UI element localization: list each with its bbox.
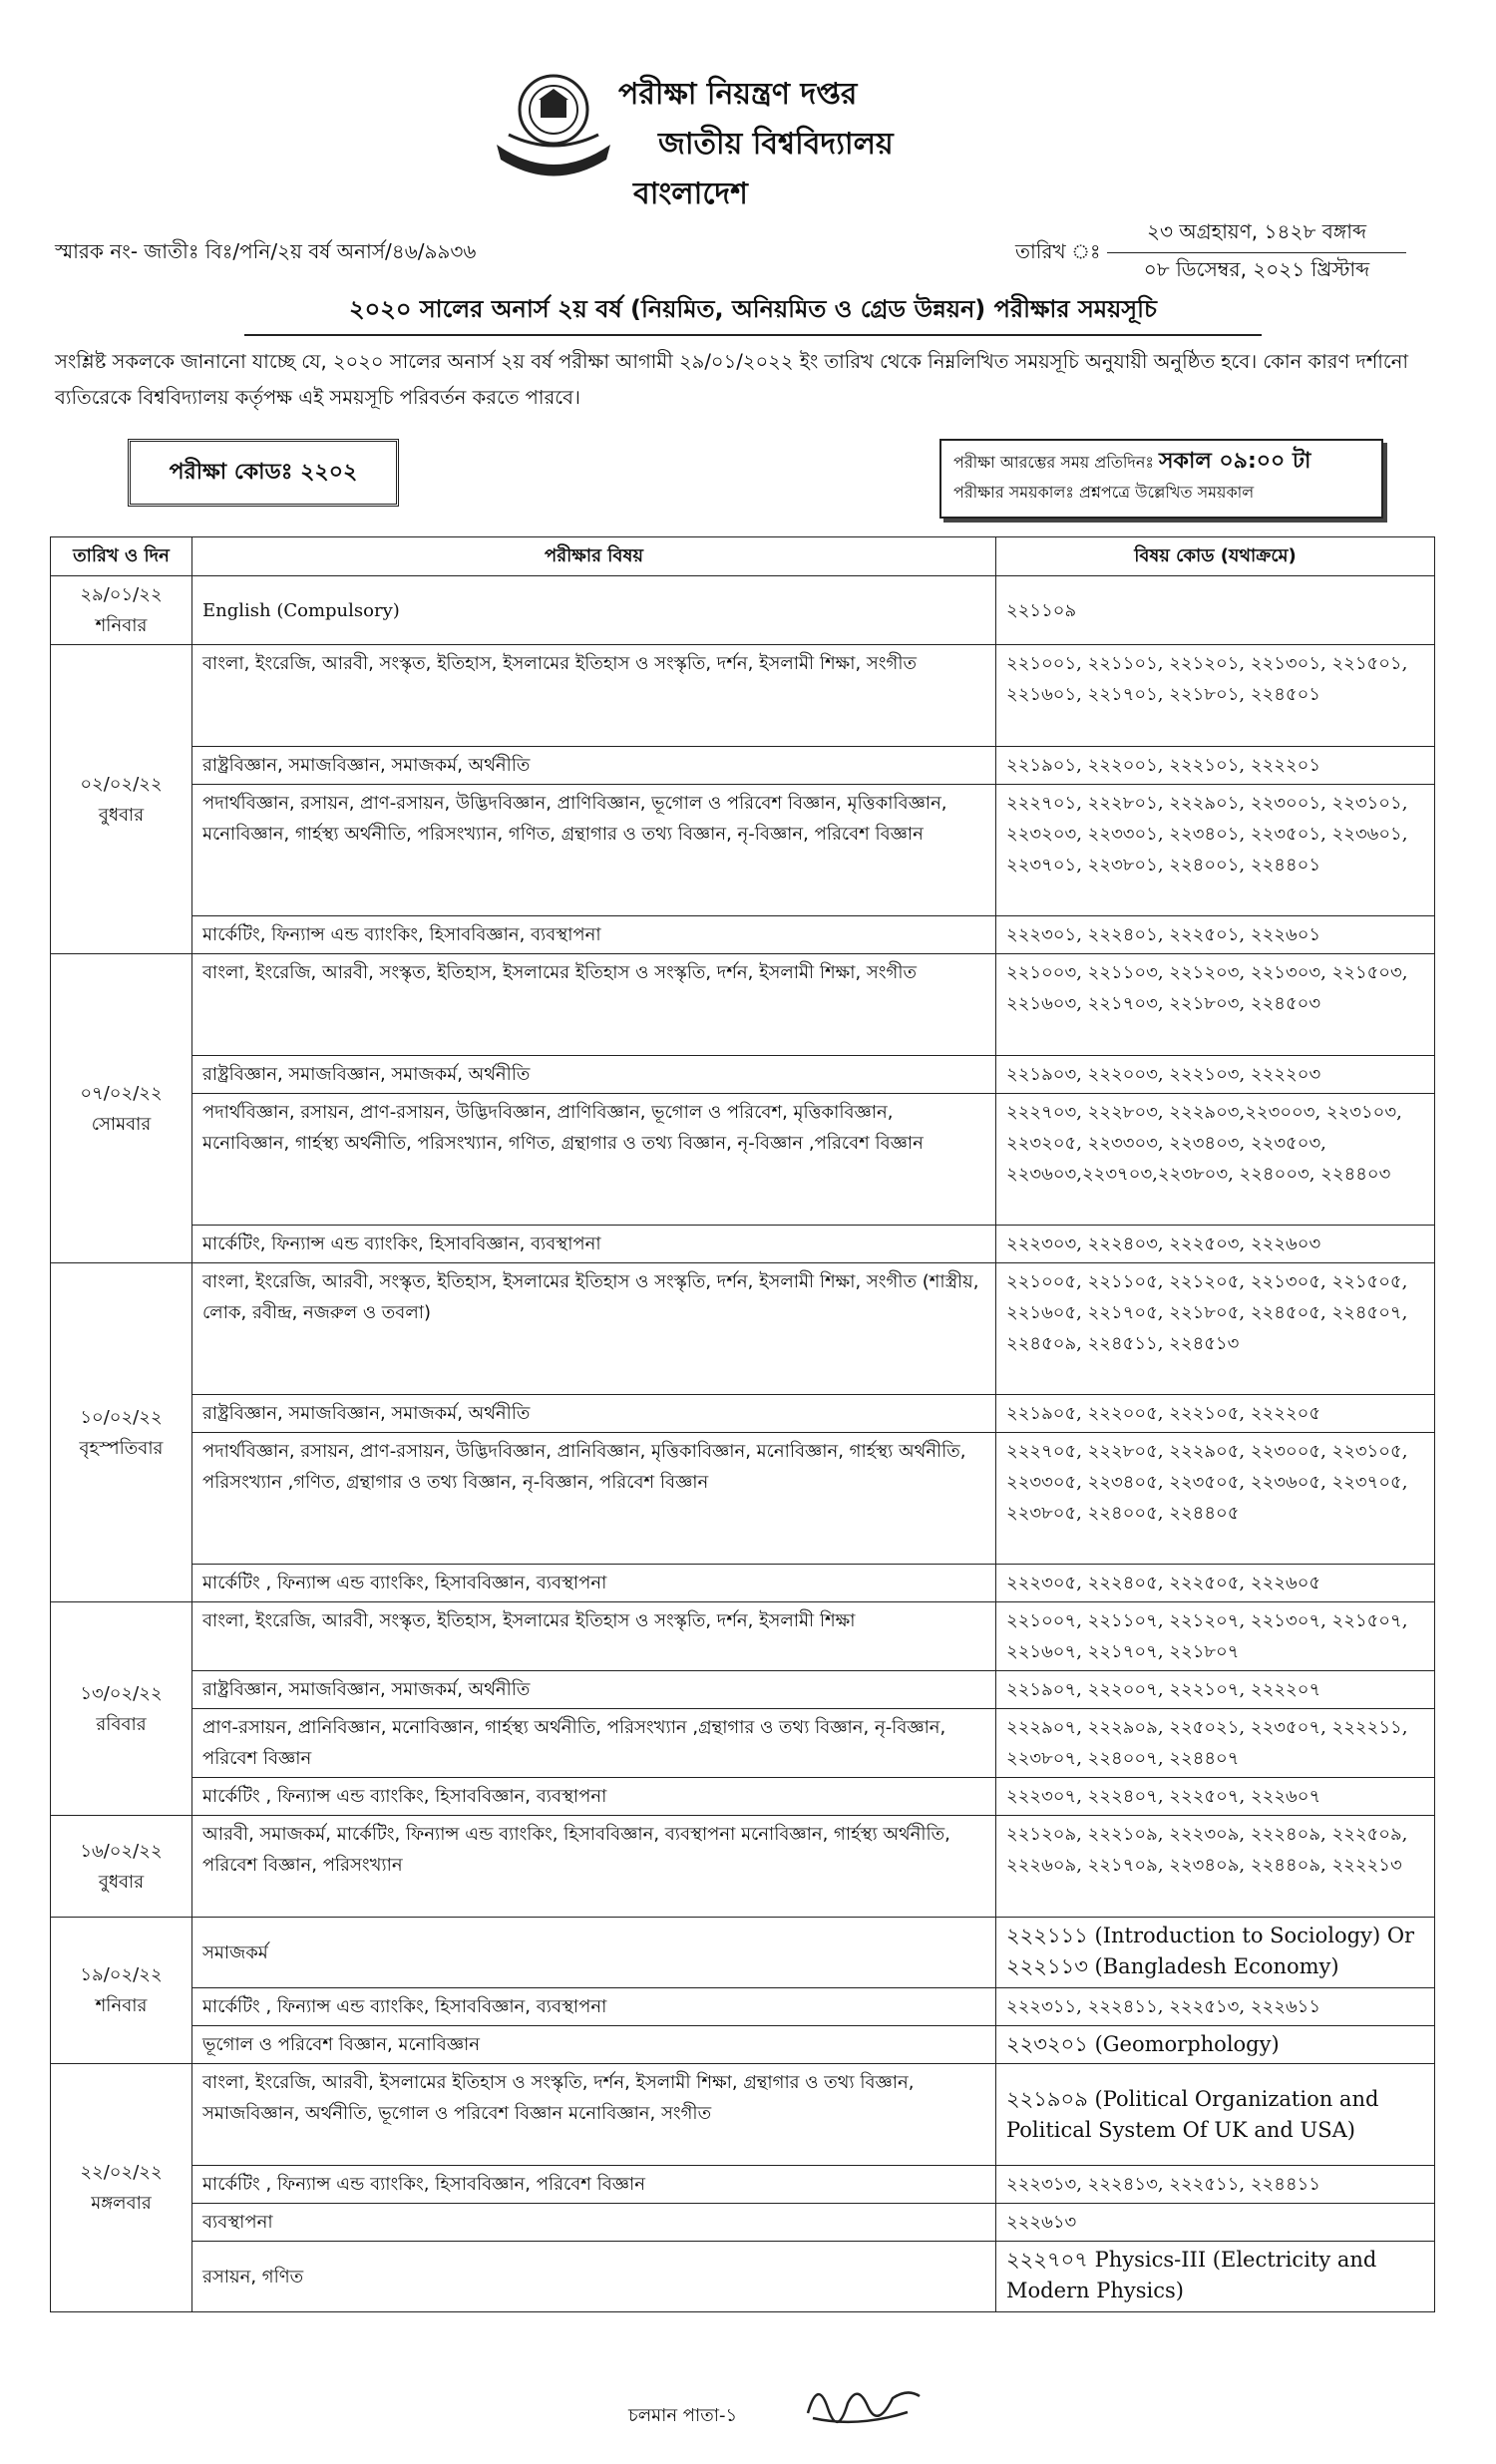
org-line-3: বাংলাদেশ [633,176,748,211]
table-row [51,785,1435,916]
table-row [51,1433,1435,1565]
code-cell: ২২২৩০৫, ২২২৪০৫, ২২২৫০৫, ২২২৬০৫ [996,1565,1435,1602]
code-cell: ২২২৬১৩ [996,2204,1435,2242]
code-cell: ২২২৭০৭ Physics-III (Electricity and Modern Physics) [996,2242,1435,2312]
start-time-label: পরীক্ষা আরম্ভের সময় প্রতিদিনঃ [953,453,1154,472]
table-row [51,576,1435,645]
table-row [51,1816,1435,1918]
code-cell: ২২২৯০৭, ২২২৯০৯, ২২৫০২১, ২২৩৫০৭, ২২২২১১, ২২৩৮০৭, ২২৪০০৭, ২২৪৪০৭ [996,1709,1435,1778]
table-row [51,1918,1435,1988]
col-header-date: তারিখ ও দিন [51,537,192,576]
table-row [51,645,1435,747]
university-logo-icon [489,65,618,184]
code-cell: ২২১১০৯ [996,576,1435,645]
date-cell [51,645,192,954]
table-row [51,1395,1435,1433]
code-cell: ২২২৭০৫, ২২২৮০৫, ২২২৯০৫, ২২৩০০৫, ২২৩১০৫, ২২৩৩০৫, ২২৩৪০৫, ২২৩৫০৫, ২২৩৬০৫, ২২৩৭০৫, ২২৩৮০৫, ২২৪০০৫, ২২৪৪০৫ [996,1433,1435,1565]
table-row [51,1263,1435,1395]
exam-day: বুধবার [98,1871,145,1893]
subject-cell: মার্কেটিং, ফিন্যান্স এন্ড ব্যাংকিং, হিসাববিজ্ঞান, ব্যবস্থাপনা [192,916,996,954]
subject-cell: পদার্থবিজ্ঞান, রসায়ন, প্রাণ-রসায়ন, উদ্ভিদবিজ্ঞান, প্রাণিবিজ্ঞান, ভূগোল ও পরিবেশ, মৃত্তিকাবিজ্ঞান, মনোবিজ্ঞান, গার্হস্থ্য অর্থনীতি, পরিসংখ্যান, গণিত, গ্রন্থাগার ও তথ্য বিজ্ঞান, নৃ-বিজ্ঞান ,পরিবেশ বিজ্ঞান [192,1094,996,1226]
date-cell [51,1816,192,1918]
subject-cell: মার্কেটিং , ফিন্যান্স এন্ড ব্যাংকিং, হিসাববিজ্ঞান, ব্যবস্থাপনা [192,1988,996,2026]
table-row [51,954,1435,1056]
table-row [51,2242,1435,2312]
table-row [51,1709,1435,1778]
subject-cell: পদার্থবিজ্ঞান, রসায়ন, প্রাণ-রসায়ন, উদ্ভিদবিজ্ঞান, প্রাণিবিজ্ঞান, ভূগোল ও পরিবেশ বিজ্ঞান, মৃত্তিকাবিজ্ঞান, মনোবিজ্ঞান, গার্হস্থ্য অর্থনীতি, পরিসংখ্যান, গণিত, গ্রন্থাগার ও তথ্য বিজ্ঞান, নৃ-বিজ্ঞান, পরিবেশ বিজ্ঞান [192,785,996,916]
exam-day: শনিবার [95,1995,148,2016]
schedule-table [50,536,1435,2312]
date-english: ০৮ ডিসেম্বর, ২০২১ খ্রিস্টাব্দ [1143,257,1370,281]
date-cell [51,1918,192,2064]
subject-cell: বাংলা, ইংরেজি, আরবী, সংস্কৃত, ইতিহাস, ইসলামের ইতিহাস ও সংস্কৃতি, দর্শন, ইসলামী শিক্ষা, সংগীত [192,645,996,747]
table-row [51,1602,1435,1671]
subject-cell: রাষ্ট্রবিজ্ঞান, সমাজবিজ্ঞান, সমাজকর্ম, অর্থনীতি [192,1395,996,1433]
subject-cell: বাংলা, ইংরেজি, আরবী, সংস্কৃত, ইতিহাস, ইসলামের ইতিহাস ও সংস্কৃতি, দর্শন, ইসলামী শিক্ষা, সংগীত [192,954,996,1056]
subject-cell: রসায়ন, গণিত [192,2242,996,2312]
subject-cell: English (Compulsory) [192,576,996,645]
exam-day: সোমবার [91,1113,152,1135]
code-cell: ২২২৭০৩, ২২২৮০৩, ২২২৯০৩,২২৩০০৩, ২২৩১০৩, ২২৩২০৫, ২২৩৩০৩, ২২৩৪০৩, ২২৩৫০৩, ২২৩৬০৩,২২৩৭০৩,২২৩৮০৩, ২২৪০০৩, ২২৪৪০৩ [996,1094,1435,1226]
table-row [51,1226,1435,1263]
subject-cell: বাংলা, ইংরেজি, আরবী, ইসলামের ইতিহাস ও সংস্কৃতি, দর্শন, ইসলামী শিক্ষা, গ্রন্থাগার ও তথ্য বিজ্ঞান, সমাজবিজ্ঞান, অর্থনীতি, ভূগোল ও পরিবেশ বিজ্ঞান মনোবিজ্ঞান, সংগীত [192,2064,996,2166]
exam-date: ০২/০২/২২ [80,773,163,795]
date-cell [51,1263,192,1602]
date-cell [51,2064,192,2312]
code-cell: ২২১২০৯, ২২২১০৯, ২২২৩০৯, ২২২৪০৯, ২২২৫০৯, ২২২৬০৯, ২২১৭০৯, ২২৩৪০৯, ২২৪৪০৯, ২২২২১৩ [996,1816,1435,1918]
table-row [51,1988,1435,2026]
code-cell: ২২২৩১১, ২২২৪১১, ২২২৫১৩, ২২২৬১১ [996,1988,1435,2026]
subject-cell: বাংলা, ইংরেজি, আরবী, সংস্কৃত, ইতিহাস, ইসলামের ইতিহাস ও সংস্কৃতি, দর্শন, ইসলামী শিক্ষা, সংগীত (শাস্ত্রীয়, লোক, রবীন্দ্র, নজরুল ও তবলা) [192,1263,996,1395]
notice-paragraph: সংশ্লিষ্ট সকলকে জানানো যাচ্ছে যে, ২০২০ সালের অনার্স ২য় বর্ষ পরীক্ষা আগামী ২৯/০১/২০২২ ইং তারিখ থেকে নিম্নলিখিত সময়সূচি অনুযায়ী অনুষ্ঠিত হবে। কোন কারণ দর্শানো ব্যতিরেকে বিশ্ববিদ্যালয় কর্তৃপক্ষ এই সময়সূচি পরিবর্তন করতে পারবে। [55,350,1409,409]
code-cell: ২২১৯০১, ২২২০০১, ২২২১০১, ২২২২০১ [996,747,1435,785]
subject-cell: মার্কেটিং , ফিন্যান্স এন্ড ব্যাংকিং, হিসাববিজ্ঞান, পরিবেশ বিজ্ঞান [192,2166,996,2204]
start-time: সকাল ০৯:০০ টা [1159,449,1311,474]
code-cell: ২২২৩০১, ২২২৪০১, ২২২৫০১, ২২২৬০১ [996,916,1435,954]
exam-date: ১০/০২/২২ [80,1406,163,1428]
exam-time-box [939,439,1383,519]
exam-day: রবিবার [96,1713,147,1735]
exam-code: পরীক্ষা কোডঃ ২২০২ [169,459,358,485]
table-header-row [51,537,1435,576]
exam-day: বুধবার [98,804,145,826]
exam-day: মঙ্গলবার [91,2193,152,2214]
code-cell: ২২১৯০৩, ২২২০০৩, ২২২১০৩, ২২২২০৩ [996,1056,1435,1094]
exam-date: ১৬/০২/২২ [80,1840,163,1862]
page-continuation: চলমান পাতা-১ [628,2405,738,2426]
date-cell [51,1602,192,1816]
col-header-subject: পরীক্ষার বিষয় [192,537,996,576]
code-cell: ২২১৯০৯ (Political Organization and Political System Of UK and USA) [996,2064,1435,2166]
duration-note: পরীক্ষার সময়কালঃ প্রশ্নপত্রে উল্লেখিত সময়কাল [953,483,1255,502]
code-cell: ২২২৩০৩, ২২২৪০৩, ২২২৫০৩, ২২২৬০৩ [996,1226,1435,1263]
org-line-2: জাতীয় বিশ্ববিদ্যালয় [658,127,894,162]
code-cell: ২২৩২০১ (Geomorphology) [996,2026,1435,2064]
table-row [51,1094,1435,1226]
table-row [51,2026,1435,2064]
page-title: ২০২০ সালের অনার্স ২য় বর্ষ (নিয়মিত, অনিয়মিত ও গ্রেড উন্নয়ন) পরীক্ষার সময়সূচি [244,291,1262,336]
table-row [51,2166,1435,2204]
subject-cell: মার্কেটিং, ফিন্যান্স এন্ড ব্যাংকিং, হিসাববিজ্ঞান, ব্যবস্থাপনা [192,1226,996,1263]
subject-cell: পদার্থবিজ্ঞান, রসায়ন, প্রাণ-রসায়ন, উদ্ভিদবিজ্ঞান, প্রানিবিজ্ঞান, মৃত্তিকাবিজ্ঞান, মনোবিজ্ঞান, গার্হস্থ্য অর্থনীতি, পরিসংখ্যান ,গণিত, গ্রন্থাগার ও তথ্য বিজ্ঞান, নৃ-বিজ্ঞান, পরিবেশ বিজ্ঞান [192,1433,996,1565]
subject-cell: রাষ্ট্রবিজ্ঞান, সমাজবিজ্ঞান, সমাজকর্ম, অর্থনীতি [192,1056,996,1094]
code-cell: ২২১৯০৫, ২২২০০৫, ২২২১০৫, ২২২২০৫ [996,1395,1435,1433]
table-row [51,1671,1435,1709]
date-cell [51,954,192,1263]
date-bangla: ২৩ অগ্রহায়ণ, ১৪২৮ বঙ্গাব্দ [1107,217,1406,253]
exam-date: ০৭/০২/২২ [80,1082,163,1104]
date-label: তারিখ ঃ [1015,239,1101,263]
signature-icon [798,2368,928,2433]
table-row [51,2064,1435,2166]
exam-date: ২২/০২/২২ [80,2162,163,2183]
memo-number: স্মারক নং- জাতীঃ বিঃ/পনি/২য় বর্ষ অনার্স/৪৬/৯৯৩৬ [55,239,477,263]
code-cell: ২২১০০১, ২২১১০১, ২২১২০১, ২২১৩০১, ২২১৫০১, ২২১৬০১, ২২১৭০১, ২২১৮০১, ২২৪৫০১ [996,645,1435,747]
table-row [51,2204,1435,2242]
col-header-code: বিষয় কোড (যথাক্রমে) [996,537,1435,576]
exam-date: ১৩/০২/২২ [80,1682,163,1704]
table-row [51,1565,1435,1602]
exam-date: ১৯/০২/২২ [80,1964,163,1985]
exam-day: শনিবার [95,615,148,636]
code-cell: ২২২১১১ (Introduction to Sociology) Or ২২২১১৩ (Bangladesh Economy) [996,1918,1435,1988]
table-row [51,1056,1435,1094]
subject-cell: আরবী, সমাজকর্ম, মার্কেটিং, ফিন্যান্স এন্ড ব্যাংকিং, হিসাববিজ্ঞান, ব্যবস্থাপনা মনোবিজ্ঞান, গার্হস্থ্য অর্থনীতি, পরিবেশ বিজ্ঞান, পরিসংখ্যান [192,1816,996,1918]
org-line-1: পরীক্ষা নিয়ন্ত্রণ দপ্তর [618,77,858,112]
exam-day: বৃহস্পতিবার [79,1437,164,1459]
subject-cell: রাষ্ট্রবিজ্ঞান, সমাজবিজ্ঞান, সমাজকর্ম, অর্থনীতি [192,1671,996,1709]
table-row [51,1778,1435,1816]
subject-cell: ভূগোল ও পরিবেশ বিজ্ঞান, মনোবিজ্ঞান [192,2026,996,2064]
code-cell: ২২১০০৫, ২২১১০৫, ২২১২০৫, ২২১৩০৫, ২২১৫০৫, ২২১৬০৫, ২২১৭০৫, ২২১৮০৫, ২২৪৫০৫, ২২৪৫০৭, ২২৪৫০৯, ২২৪৫১১, ২২৪৫১৩ [996,1263,1435,1395]
code-cell: ২২২৩০৭, ২২২৪০৭, ২২২৫০৭, ২২২৬০৭ [996,1778,1435,1816]
subject-cell: বাংলা, ইংরেজি, আরবী, সংস্কৃত, ইতিহাস, ইসলামের ইতিহাস ও সংস্কৃতি, দর্শন, ইসলামী শিক্ষা [192,1602,996,1671]
exam-date: ২৯/০১/২২ [80,584,163,605]
code-cell: ২২২৭০১, ২২২৮০১, ২২২৯০১, ২২৩০০১, ২২৩১০১, ২২৩২০৩, ২২৩৩০১, ২২৩৪০১, ২২৩৫০১, ২২৩৬০১, ২২৩৭০১, ২২৩৮০১, ২২৪০০১, ২২৪৪০১ [996,785,1435,916]
subject-cell: রাষ্ট্রবিজ্ঞান, সমাজবিজ্ঞান, সমাজকর্ম, অর্থনীতি [192,747,996,785]
table-row [51,916,1435,954]
code-cell: ২২১০০৩, ২২১১০৩, ২২১২০৩, ২২১৩০৩, ২২১৫০৩, ২২১৬০৩, ২২১৭০৩, ২২১৮০৩, ২২৪৫০৩ [996,954,1435,1056]
subject-cell: সমাজকর্ম [192,1918,996,1988]
date-cell [51,576,192,645]
table-row [51,747,1435,785]
subject-cell: মার্কেটিং , ফিন্যান্স এন্ড ব্যাংকিং, হিসাববিজ্ঞান, ব্যবস্থাপনা [192,1778,996,1816]
exam-code-box [128,439,399,507]
code-cell: ২২২৩১৩, ২২২৪১৩, ২২২৫১১, ২২৪৪১১ [996,2166,1435,2204]
code-cell: ২২১০০৭, ২২১১০৭, ২২১২০৭, ২২১৩০৭, ২২১৫০৭, ২২১৬০৭, ২২১৭০৭, ২২১৮০৭ [996,1602,1435,1671]
subject-cell: ব্যবস্থাপনা [192,2204,996,2242]
subject-cell: মার্কেটিং , ফিন্যান্স এন্ড ব্যাংকিং, হিসাববিজ্ঞান, ব্যবস্থাপনা [192,1565,996,1602]
code-cell: ২২১৯০৭, ২২২০০৭, ২২২১০৭, ২২২২০৭ [996,1671,1435,1709]
subject-cell: প্রাণ-রসায়ন, প্রানিবিজ্ঞান, মনোবিজ্ঞান, গার্হস্থ্য অর্থনীতি, পরিসংখ্যান ,গ্রন্থাগার ও তথ্য বিজ্ঞান, নৃ-বিজ্ঞান, পরিবেশ বিজ্ঞান [192,1709,996,1778]
